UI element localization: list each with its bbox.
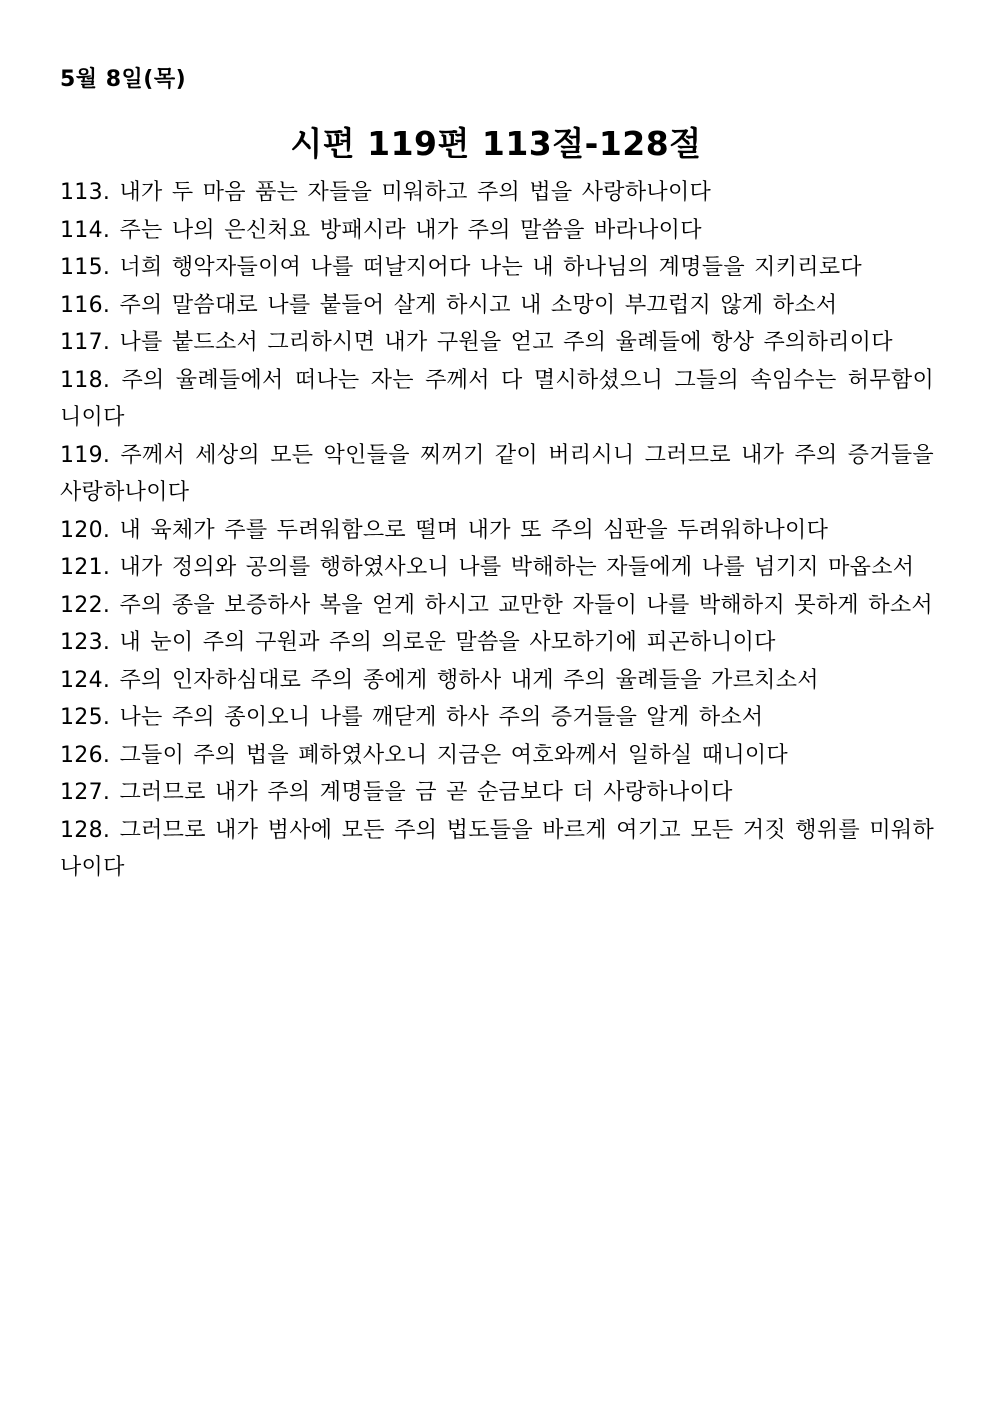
verse-118: 118. 주의 율례들에서 떠나는 자는 주께서 다 멸시하셨으니 그들의 속임수는 허무함이니이다 (60, 367, 934, 430)
verse-115: 115. 너희 행악자들이여 나를 떠날지어다 나는 내 하나님의 계명들을 지키리로다 (60, 255, 862, 280)
verse-113: 113. 내가 두 마음 품는 자들을 미워하고 주의 법을 사랑하나이다 (60, 180, 712, 205)
verse-121: 121. 내가 정의와 공의를 행하였사오니 나를 박해하는 자들에게 나를 넘기지 마옵소서 (60, 555, 915, 580)
verse-119: 119. 주께서 세상의 모든 악인들을 찌꺼기 같이 버리시니 그러므로 내가 주의 증거들을 사랑하나이다 (60, 442, 934, 505)
verse-126: 126. 그들이 주의 법을 폐하였사오니 지금은 여호와께서 일하실 때니이다 (60, 742, 788, 768)
verse-114: 114. 주는 나의 은신처요 방패시라 내가 주의 말씀을 바라나이다 (60, 217, 702, 243)
verse-122: 122. 주의 종을 보증하사 복을 얻게 하시고 교만한 자들이 나를 박해하지 못하게 하소서 (60, 592, 933, 618)
verse-125: 125. 나는 주의 종이오니 나를 깨닫게 하사 주의 증거들을 알게 하소서 (60, 705, 764, 730)
verse-123: 123. 내 눈이 주의 구원과 주의 의로운 말씀을 사모하기에 피곤하니이다 (60, 630, 776, 655)
verse-124: 124. 주의 인자하심대로 주의 종에게 행하사 내게 주의 율례들을 가르치소서 (60, 667, 819, 693)
verse-list (60, 174, 934, 887)
verse-117: 117. 나를 붙드소서 그리하시면 내가 구원을 얻고 주의 율례들에 항상 주의하리이다 (60, 330, 893, 355)
verse-127: 127. 그러므로 내가 주의 계명들을 금 곧 순금보다 더 사랑하나이다 (60, 780, 733, 805)
page-title: 시편 119편 113절-128절 (290, 124, 702, 163)
date-heading: 5월 8일(목) (60, 67, 187, 92)
verse-128: 128. 그러므로 내가 범사에 모든 주의 법도들을 바르게 여기고 모든 거짓 행위를 미워하나이다 (60, 817, 934, 880)
verse-116: 116. 주의 말씀대로 나를 붙들어 살게 하시고 내 소망이 부끄럽지 않게 하소서 (60, 292, 838, 318)
verse-120: 120. 내 육체가 주를 두려워함으로 떨며 내가 또 주의 심판을 두려워하나이다 (60, 517, 829, 543)
